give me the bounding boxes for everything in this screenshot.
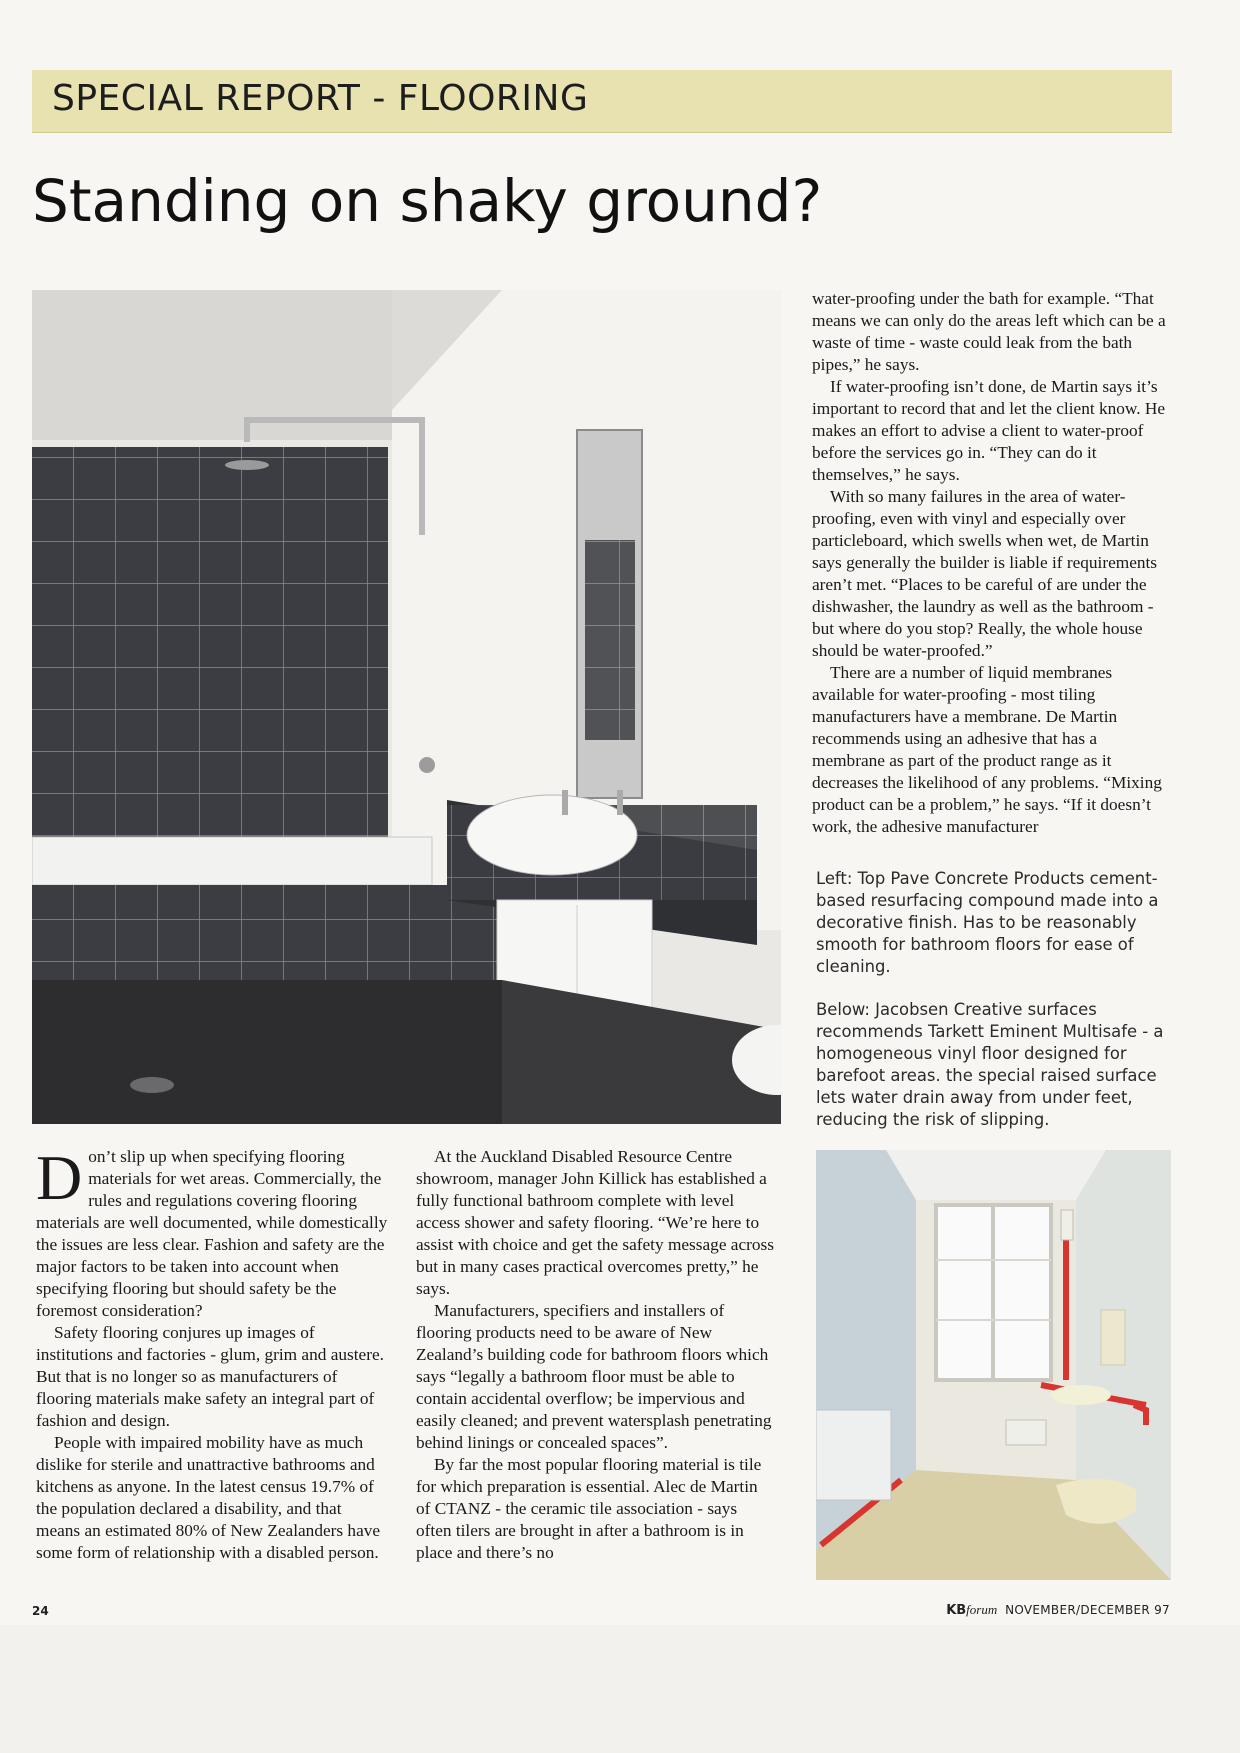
paragraph: Safety flooring conjures up images of institutions and factories - glum, grim and austere. But that is no longer so as manufacturers of flooring materials make safety an integral part of fashion and design. [36,1323,384,1430]
accessible-bathroom-photo [816,1150,1171,1580]
section-banner [32,70,1172,133]
caption-left: Left: Top Pave Concrete Products cement-based resurfacing compound made into a decorative finish. Has to be reasonably smooth for bathroom floors for ease of cleaning. [816,869,1159,976]
paragraph: Don’t slip up when specifying flooring materials for wet areas. Commercially, the rules and regulations covering flooring materials are well documented, while domestically the issues are less clear. Fashion and safety are the major factors to be taken into account when specifying flooring but should safety be the foremost consideration? [36,1142,388,1320]
issue-footer [946,1602,1170,1618]
paragraph: There are a number of liquid membranes available for water-proofing - most tiling manufacturers have a membrane. De Martin recommends using an adhesive that has a membrane as part of the product range as it decreases the likelihood of any problems. “Mixing product can be a problem,” he says. “If it doesn’t work, the adhesive manufacturer [812,663,1162,836]
page-number: 24 [32,1604,49,1618]
section-label: SPECIAL REPORT - FLOORING [52,78,589,119]
issue-date: NOVEMBER/DECEMBER 97 [1005,1603,1170,1617]
page-margin [0,1625,1240,1753]
paragraph: If water-proofing isn’t done, de Martin says it’s important to record that and let the client know. He makes an effort to advise a client to water-proof before the services go in. “They can do it themselves,” he says. [812,377,1166,484]
paragraph: With so many failures in the area of water-proofing, even with vinyl and especially over particleboard, which swells when wet, de Martin says generally the builder is liable if requirements aren’t met. “Places to be careful of are under the dishwasher, the laundry as well as the bathroom - but where do you stop? Really, the whole house should be water-proofed.” [812,487,1158,660]
bathroom-photo-illustration [32,290,781,1124]
article-column-1 [36,1142,388,1564]
paragraph: People with impaired mobility have as much dislike for sterile and unattractive bathrooms and kitchens as anyone. In the latest census 19.7% of the population declared a disability, and that means an estimated 80% of New Zealanders have some form of relationship with a disabled person. [36,1433,381,1562]
caption-below: Below: Jacobsen Creative surfaces recommends Tarkett Eminent Multisafe - a homogeneous vinyl floor designed for barefoot areas. the special raised surface lets water drain away from under feet, reducing the risk of slipping. [816,1000,1164,1129]
article-column-3 [812,288,1170,838]
paragraph: Manufacturers, specifiers and installers of flooring products need to be aware of New Zealand’s building code for bathroom floors which says “legally a bathroom floor must be able to contain accidental overflow; be impervious and easily cleaned; and prevent watersplash penetrating behind linings or concealed spaces”. [416,1301,772,1452]
paragraph: At the Auckland Disabled Resource Centre showroom, manager John Killick has established a fully functional bathroom complete with level access shower and safety flooring. “We’re here to assist with choice and get the safety message across but in many cases practical overcomes pretty,” he says. [416,1147,774,1298]
brand-name-italic: forum [966,1602,998,1617]
drop-cap: D [36,1142,83,1213]
accessible-bathroom-illustration [816,1150,1171,1580]
bathroom-photo [32,290,781,1124]
brand-name: KB [946,1603,967,1618]
headline: Standing on shaky ground? [32,167,823,235]
paragraph: water-proofing under the bath for example. “That means we can only do the areas left which can be a waste of time - waste could leak from the bath pipes,” he says. [812,289,1166,374]
paragraph: By far the most popular flooring material is tile for which preparation is essential. Alec de Martin of CTANZ - the ceramic tile association - says often tilers are brought in after a bathroom is in place and there’s no [416,1455,762,1562]
article-column-2 [416,1146,776,1564]
